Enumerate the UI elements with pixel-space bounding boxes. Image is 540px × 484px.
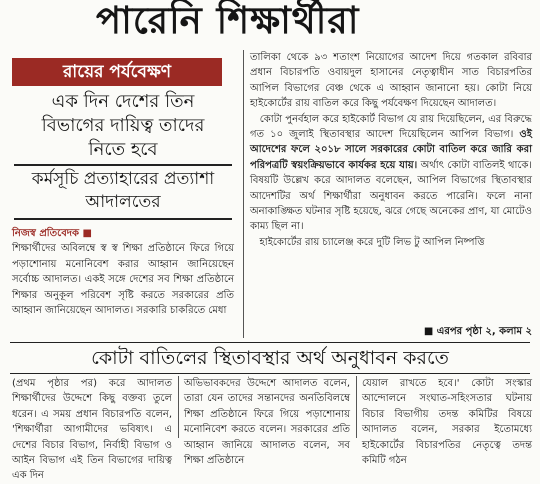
- column-divider: [178, 376, 179, 438]
- subhead-line: আদালতের: [85, 192, 161, 212]
- bottom-column: অভিভাবকদের উদ্দেশে আদালত বলেন, তারা যেন তাদের সন্তানদের অনতিবিলম্বে শিক্ষা প্রতিষ্ঠানে ফিরে গিয়ে পড়াশোনায় মনোনিবেশ করতে বলেন। সরকারের প্রতি আহ্বান জানিয়ে আদালত বলেন, সব শিক্ষা প্রতিষ্ঠানে: [184, 378, 350, 467]
- right-column: [250, 50, 532, 324]
- headline: পারেনি শিক্ষার্থীরা: [96, 0, 360, 42]
- jump-reference: ■ এরপর পৃষ্ঠা ২, কলাম ২: [423, 326, 532, 337]
- subhead: [14, 168, 232, 214]
- deck-line: এক দিন দেশের তিন: [51, 91, 195, 112]
- byline: নিজস্ব প্রতিবেদক ■: [12, 228, 92, 239]
- right-column-paragraph: হাইকোর্টের রায় চ্যালেঞ্জ করে দুটি লিভ টু আপিল নিষ্পত্তি: [259, 236, 485, 248]
- left-column-text: শিক্ষার্থীদের অবিলম্বে স্ব স্ব শিক্ষা প্রতিষ্ঠানে ফিরে গিয়ে পড়াশোনায় মনোনিবেশ করার আহ্বান জানিয়েছেন সর্বোচ্চ আদালত। একই সঙ্গে দেশের সব শিক্ষা প্রতিষ্ঠানে শিক্ষার অনুকূল পরিবেশ সৃষ্টি করতে সরকারের প্রতি আহ্বান জানিয়েছেন আদালত। সরকারি চাকরিতে মেধা: [12, 243, 234, 317]
- right-column-bold-text: ওই আদেশের ফলে ২০১৮ সালে সরকারের কোটা বাতিল করে জারি করা পরিপত্রটি স্বয়ংক্রিয়ভাবে কার্যকর হয়ে যায়।: [250, 129, 532, 171]
- bottom-column: যেয়াল রাখতে হবে।' কোটা সংস্কার আন্দোলনে সংঘাত-সহিংসতার ঘটনায় বিচার বিভাগীয় তদন্ত কমিটির বিষয়ে আদালত বলেন, সরকার ইতোমধ্যে হাইকোর্টের বিচারপতির নেতৃত্বে তদন্ত কমিটি গঠন: [362, 378, 532, 467]
- right-column-paragraph: তালিকা থেকে ৯৩ শতাংশ নিয়োগের আদেশ দিয়ে গতকাল রবিবার প্রধান বিচারপতি ওবায়দুল হাসানের নেতৃত্বাধীন সাত বিচারপতির আপিল বিভাগের বেঞ্চ থেকে এ আহ্বান জানানো হয়। কোটা নিয়ে হাইকোর্টের রায় বাতিল করে কিছু পর্যবেক্ষণ দিয়েছেন আদালত।: [250, 52, 532, 110]
- deck-headline: [14, 90, 232, 162]
- bottom-column: (প্রথম পৃষ্ঠার পর) করে আদালত শিক্ষার্থীদের উদ্দেশে কিছু বক্তব্য তুলে ধরেন। এ সময় প্রধান বিচারপতি বলেন, 'শিক্ষার্থীরা আগামীদের ভবিষ্যৎ। এ দেশের বিচার বিভাগ, নির্বাহী বিভাগ ও আইন বিভাগ এই তিন বিভাগের দায়িত্ব এক দিন: [12, 378, 172, 482]
- divider: [14, 218, 232, 220]
- left-column: [12, 226, 234, 336]
- right-column-paragraph: কোটা পুনর্বহাল করে হাইকোর্ট বিভাগ যে রায় দিয়েছিলেন, এর বিরুদ্ধে গত ১০ জুলাই স্থিতাবস্থার আদেশ দিয়েছিলেন আপিল বিভাগ।: [250, 113, 532, 141]
- column-divider: [356, 376, 357, 438]
- column-divider: [243, 50, 244, 338]
- subhead-line: কর্মসূচি প্রত্যাহারের প্রত্যাশা: [31, 169, 215, 189]
- deck-line: বিভাগের দায়িত্ব তাদের: [41, 115, 205, 136]
- deck-line: নিতে হবে: [88, 139, 158, 160]
- divider: [14, 164, 232, 166]
- right-column-paragraph: অর্থাৎ কোটা বাতিলই থাকে। বিষয়টি উল্লেখ করে আদালত বলেছেন, আপিল বিভাগের স্থিতাবস্থার আদেশটির অর্থ শিক্ষার্থীরা অনুধাবন করতে পারেনি। ফলে নানা অনাকাঙ্ক্ষিত ঘটনার সৃষ্টি হয়েছে, ঝরে গেছে অনেকের প্রাণ, যা মোটেও কাম্য ছিল না।: [250, 159, 532, 233]
- section-label: রায়ের পর্যবেক্ষণ: [12, 58, 222, 86]
- strap-headline: কোটা বাতিলের স্থিতাবস্থার অর্থ অনুধাবন করতে: [10, 342, 530, 374]
